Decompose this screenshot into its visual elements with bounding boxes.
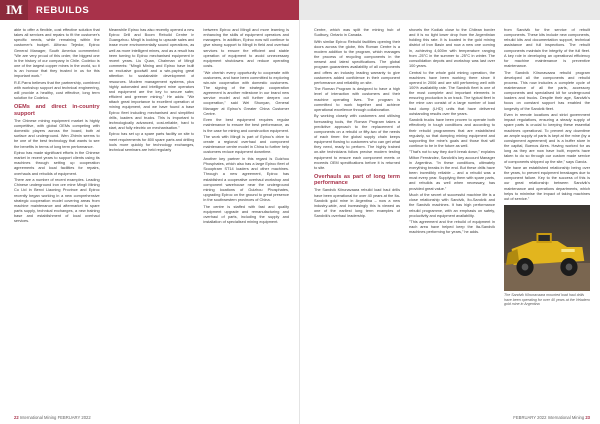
paragraph: Much of the secret of successful machine life is a close relationship with Sandvik, Ito-Sandvik and the Sandvik machines. It has high performance rebuild programme, with an emphasis on safety, productivity and equipment availability. bbox=[409, 193, 495, 218]
right-page bbox=[300, 0, 600, 424]
paragraph: shovels the Kodiak close to the Chilean border and it is no light lower drop from the Argentinian holding this rate. It is located in the gold mining district of Iron Basin and now a new one coming in, achieving 4,600m with temperature ranging from -25°C in the summer to -25°C in winter. The consolidation depots and workshop was last over 100 years. bbox=[409, 28, 495, 69]
paragraph: Epiroc has made significant efforts in the Chinese market in recent years to support clients using its machines through setting up cooperation agreements and local facilities for repairs, overhauls and rebuilds of equipment. bbox=[14, 151, 100, 176]
page-header bbox=[0, 0, 300, 20]
paragraph: The Sandvik Kiirunavaara rebuild program developed all the components and rebuild process. This now includes a complete cycle of maintenance of all the parts, accessory components and specialised kit for underground loaders and trucks. Despite their age, Sandvik's focus on constant support has enabled the longevity of the Sandvik fleet. bbox=[504, 70, 590, 111]
paragraph: "This agreement and the rebuild of equipment in each area have helped keep the Ita-Sandvik machines performing for years," he adds. bbox=[409, 220, 495, 235]
paragraph: By working closely with customers and utilising forecasting tools, the Roman Program takes a predictive approach to the replacement of components on a rebuild or fifty-two of the needs of each timer: the global supply chain keeps equipment flowing to customers who can get what they need, ready to perform. The highly trained on-site technicians follow precise modern testing equipment to ensure each component meets or exceeds OEM specifications before it is returned to site. bbox=[314, 114, 400, 170]
subheading: Overhauls as part of long term performance bbox=[314, 173, 400, 187]
header-bar bbox=[300, 0, 600, 20]
paragraph: Centre, which was split the mining hub of Sudbury, Ontario in Canada. bbox=[314, 28, 400, 38]
column-1 bbox=[14, 28, 100, 408]
section-title: REBUILDS bbox=[28, 0, 300, 20]
issue-date: FEBRUARY 2022 bbox=[513, 415, 547, 420]
paragraph: Even the best equipment requires regular maintenance to ensure the best performance, as is the case for mining and construction equipment. bbox=[203, 118, 290, 133]
photo-block bbox=[504, 205, 590, 307]
paragraph: Meanwhile Epiroc has also recently opened a new Epiroc Drill and Boom Rebuild Centre in Guangzhou. Mingli is looking to upscale sales and lease more environmentally sound operations, as well as more intelligent mines, and as a result has been turning to Epiroc mechanised equipment in recent years. Liu Quan, Chairman of Mingli comments: "Mingli Mining and Epiroc have built an exclusive goodwill and a win-paying great attention to sustainable development of resources. Modern management systems, plus highly automated and intelligent mine operators and equipment are the key to secure safer, efficient and greener mining." He adds: "We attach great importance to excellent operation of mining equipment, and we have found a base Epiroc fleet including mechanised and simplified drills, loaders and trucks. This is important to technologically advanced, cost-reliable, hard to start, and fully electric on mechanisation." bbox=[108, 28, 195, 130]
column-2 bbox=[109, 28, 195, 408]
paragraph: R.E.Parra believes that the partnership, combined with workshop support and technical engineering, will provide a healthy, cost effective, long term solution for Codelco. bbox=[14, 80, 100, 101]
paragraph: The Sandvik Kiirunavaara rebuild load haul drills have been operational for over 40 years at the Ita-Sandvik gold mine in Argentina – now a new industry-wide, and increasingly this is viewed as one of the earliest long term examples of Sandvik's overhaul leadership. bbox=[314, 188, 400, 219]
paragraph: "We have an established relationship being over the years, to prevent equipment breakages due to component failure. Key to the success of this is our great relationship between Sandvik's maintenance and operations departments, which helps to minimise the impact of taking machines out of service." bbox=[504, 165, 590, 201]
paragraph: Even in remote locations and strict government impact regulations, ensuring a steady supply of spare parts is crucial to keeping these essential machines operational. To prevent any downtime an ample supply of parts is kept at the mine (by a consignment agreement) and is a buffer store in the capital, Buenos Aires. Having worked for as long as they are now have built, experts have taken to do so through our custom made service of components shipped up the site," says Garcia. bbox=[504, 113, 590, 164]
paragraph: Sandvik trucks have been proven to operate both effectively in tough conditions and according to their rebuild programmes that are established regularly, so that dumping mining equipment and supporting the mine's goals and those that will continue to be in the future as well. bbox=[409, 118, 495, 149]
column-3 bbox=[203, 28, 289, 408]
paragraph: from Sandvik for the service of rebuilt components. These kits include new components, rebuild kits and documentation support, technical assistance and full inspections. The rebuilt components maintain the integrity of the full fleet. A key role in developing an operational efficiency for machine maintenance is preventive maintenance. bbox=[504, 28, 590, 69]
article-columns bbox=[14, 28, 289, 408]
paragraph: Epiroc has set up a spare parts facility on site to meet requirements for 800 spare parts and drilling tools more quickly for technology exchanges, technical seminars are held regularly bbox=[108, 132, 195, 152]
photo-caption: The Sandvik Kiirunavaara mounted load haul drills have been operating for over 40 years at the Veladero gold mine in Argentina bbox=[504, 293, 590, 307]
page-footer bbox=[513, 415, 590, 420]
paragraph: "That's not to say they don't break down," explains Milton Fernández, Sandvik's key account Manager in Argentina. "In these conditions, ultimately everything breaks in the end. But these drills have been incredibly reliable – and a rebuild was a must every year. Supplying them with spare parts, and rebuilds as well when necessary, has provided great value." bbox=[409, 150, 495, 191]
paragraph: The Chinese mining equipment market is highly competitive, with global OEMs competing with domestic players across the board, both at surface and underground. Wen Zhimin seems to be one of the best technology that wants to see the benefits in terms of long term performance. bbox=[14, 118, 100, 149]
page-header-right bbox=[300, 0, 600, 20]
magazine-logo: IM bbox=[0, 0, 28, 20]
paragraph: able to offer a flexible, cost effective solution that takes all services and repairs to fit the customer's specific needs, while remaining within the customer's budget. Alfonso Tejedor, Epiroc General Manager, South America commented: "We are very proud of this order, the biggest one in the history of our company in Chile. Codelco is one of the largest copper mines in the world, so it is an honour that they trusted in us for this important work." bbox=[14, 28, 100, 79]
page-number: 22 bbox=[14, 415, 19, 420]
paragraph: Central to the whole gold mining operation, the machines have been working there since it opened in 2006 and are still performing well with 100% availability rate. The Sandvik fleet is one of the most complete and important elements in ensuring production is on track. The typical fleet in the mine can consist of a large number of load haul dump (LHD) units that have delivered outstanding results over the years. bbox=[409, 70, 495, 116]
page-number: 23 bbox=[585, 415, 590, 420]
page-footer bbox=[14, 415, 91, 420]
publication-name: International Mining bbox=[19, 415, 57, 420]
issue-date: FEBRUARY 2022 bbox=[57, 415, 91, 420]
paragraph: With similar Epiroc Rebuild facilities opening their doors across the globe, this Roman Centre is a modern addition to the program, which manages the process of recycling components in the newest and latest specifications. The global program guarantees availability of all components and offers an industry leading warranty to give customers added confidence in their component performance and reliability on site. bbox=[314, 39, 400, 85]
paragraph: There are a number of recent examples. Leading Chinese underground iron ore mine Mingli Mining Co Ltd in Benxi Liaoning Province and Epiroc recently began working in a new comprehensive strategic cooperation model covering areas from machine maintenance and aftermarket to spare parts supply, technical exchanges, a new training base and establishment of local overhaul services. bbox=[14, 178, 100, 224]
paragraph: The Roman Program is designed to have a high level of interaction with customers and their machine operating lives. The program is committed to work together and achieve operational excellence through collaboration. bbox=[314, 87, 400, 112]
column-3 bbox=[504, 28, 590, 408]
article-columns bbox=[314, 28, 590, 408]
publication-name: International Mining bbox=[547, 415, 585, 420]
paragraph: Another key partner in this regard is Guizhou Phosphates, which also has a large Epiroc fleet of Scooptram ST14 loaders and other machines. Through a new agreement, Epiroc has established a cooperative overhaul workshop and component warehouse near the underground mining locations of Guizhou Phosphates, upgrading Epiroc on the ground to great presence in the southwestern provinces of China. bbox=[203, 156, 290, 203]
paragraph: The centre is staffed with fast and quality equipment upgrade and remanufacturing and overhaul of parts, including the supply and installation of specialised mining equipment. bbox=[203, 204, 290, 225]
paragraph: The work with Mingli is part of Epiroc's drive to create a regional overhaul and component maintenance centre model in China to further help customers reduce equipment downtime. bbox=[203, 135, 290, 155]
mining-loader-photo bbox=[504, 205, 590, 291]
column-2 bbox=[409, 28, 495, 408]
subheading: OEMs and direct in-country support bbox=[14, 103, 100, 117]
column-1 bbox=[314, 28, 400, 408]
paragraph: between Epiroc and Mingli and more learning is enhancing the skills of equipment operators and managers. In addition, Epiroc now will continue to give strong support to Mingli in field and overhaul services to ensure the efficient and stable operation of equipment to avoid unnecessary equipment shutdowns and reduce operating costs. bbox=[203, 28, 290, 69]
paragraph: "We cherish every opportunity to cooperate with customers, and have been committed to exploring win-win cooperation with domestic customers. The signing of the strategic cooperation agreement is another milestone in our brand new service model and will further deepen our cooperation," said Wei Shunyan, General Manager at Epiroc's Greater China Customer Centre. bbox=[203, 70, 290, 116]
